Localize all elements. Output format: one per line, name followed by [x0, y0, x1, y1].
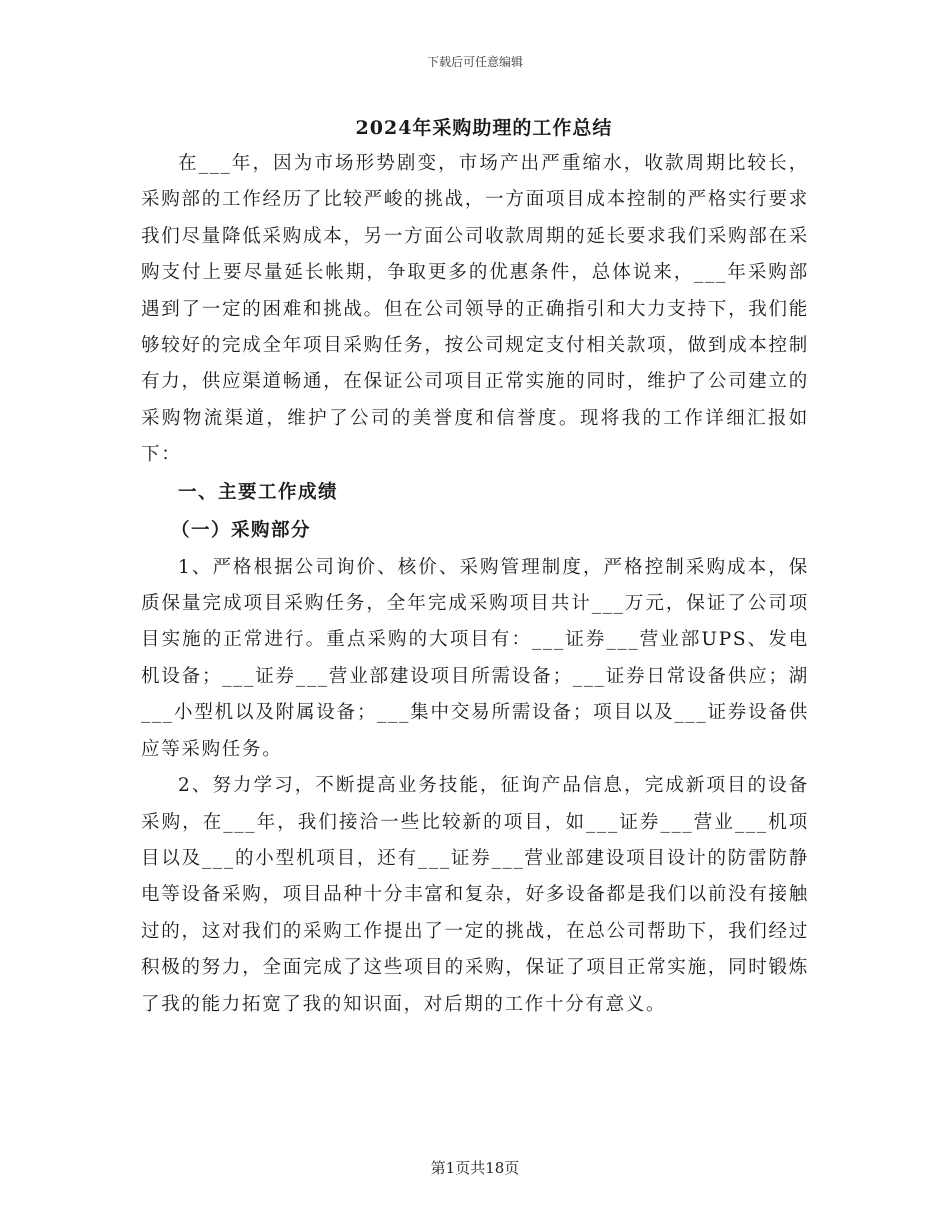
section-heading-main-achievements: 一、主要工作成绩 [178, 481, 339, 503]
page-header-note: 下载后可任意编辑 [426, 55, 523, 69]
list-item-1: 1、严格根据公司询价、核价、采购管理制度，严格控制采购成本，保质保量完成项目采购任务，全年完成采购项目共计___万元，保证了公司项目实施的正常进行。重点采购的大项目有：___证券___营业部UPS、发电机设备；___证券___营业部建设项目所需设备；___证券日常设备供应；湖___小型机以及附属设备；___集中交易所需设备；项目以及___证券设备供应等采购任务。 [141, 556, 809, 760]
list-item-2: 2、努力学习，不断提高业务技能，征询产品信息，完成新项目的设备采购，在___年，我们接洽一些比较新的项目，如___证券___营业___机项目以及___的小型机项目，还有___证券___营业部建设项目设计的防雷防静电等设备采购，项目品种十分丰富和复杂，好多设备都是我们以前没有接触过的，这对我们的采购工作提出了一定的挑战，在总公司帮助下，我们经过积极的努力，全面完成了这些项目的采购，保证了项目正常实施，同时锻炼了我的能力拓宽了我的知识面，对后期的工作十分有意义。 [141, 775, 809, 1015]
page-footer: 第1页共18页 [430, 1159, 520, 1177]
subsection-heading-procurement: （一）采购部分 [171, 519, 312, 541]
document-title: 2024年采购助理的工作总结 [355, 117, 613, 139]
document-body [141, 112, 809, 1023]
intro-paragraph: 在___年，因为市场形势剧变，市场产出严重缩水，收款周期比较长，采购部的工作经历了比较严峻的挑战，一方面项目成本控制的严格实行要求我们尽量降低采购成本，另一方面公司收款周期的延长要求我们采购部在采购支付上要尽量延长帐期，争取更多的优惠条件，总体说来，___年采购部遇到了一定的困难和挑战。但在公司领导的正确指引和大力支持下，我们能够较好的完成全年项目采购任务，按公司规定支付相关款项，做到成本控制有力，供应渠道畅通，在保证公司项目正常实施的同时，维护了公司建立的采购物流渠道，维护了公司的美誉度和信誉度。现将我的工作详细汇报如下： [141, 153, 809, 466]
